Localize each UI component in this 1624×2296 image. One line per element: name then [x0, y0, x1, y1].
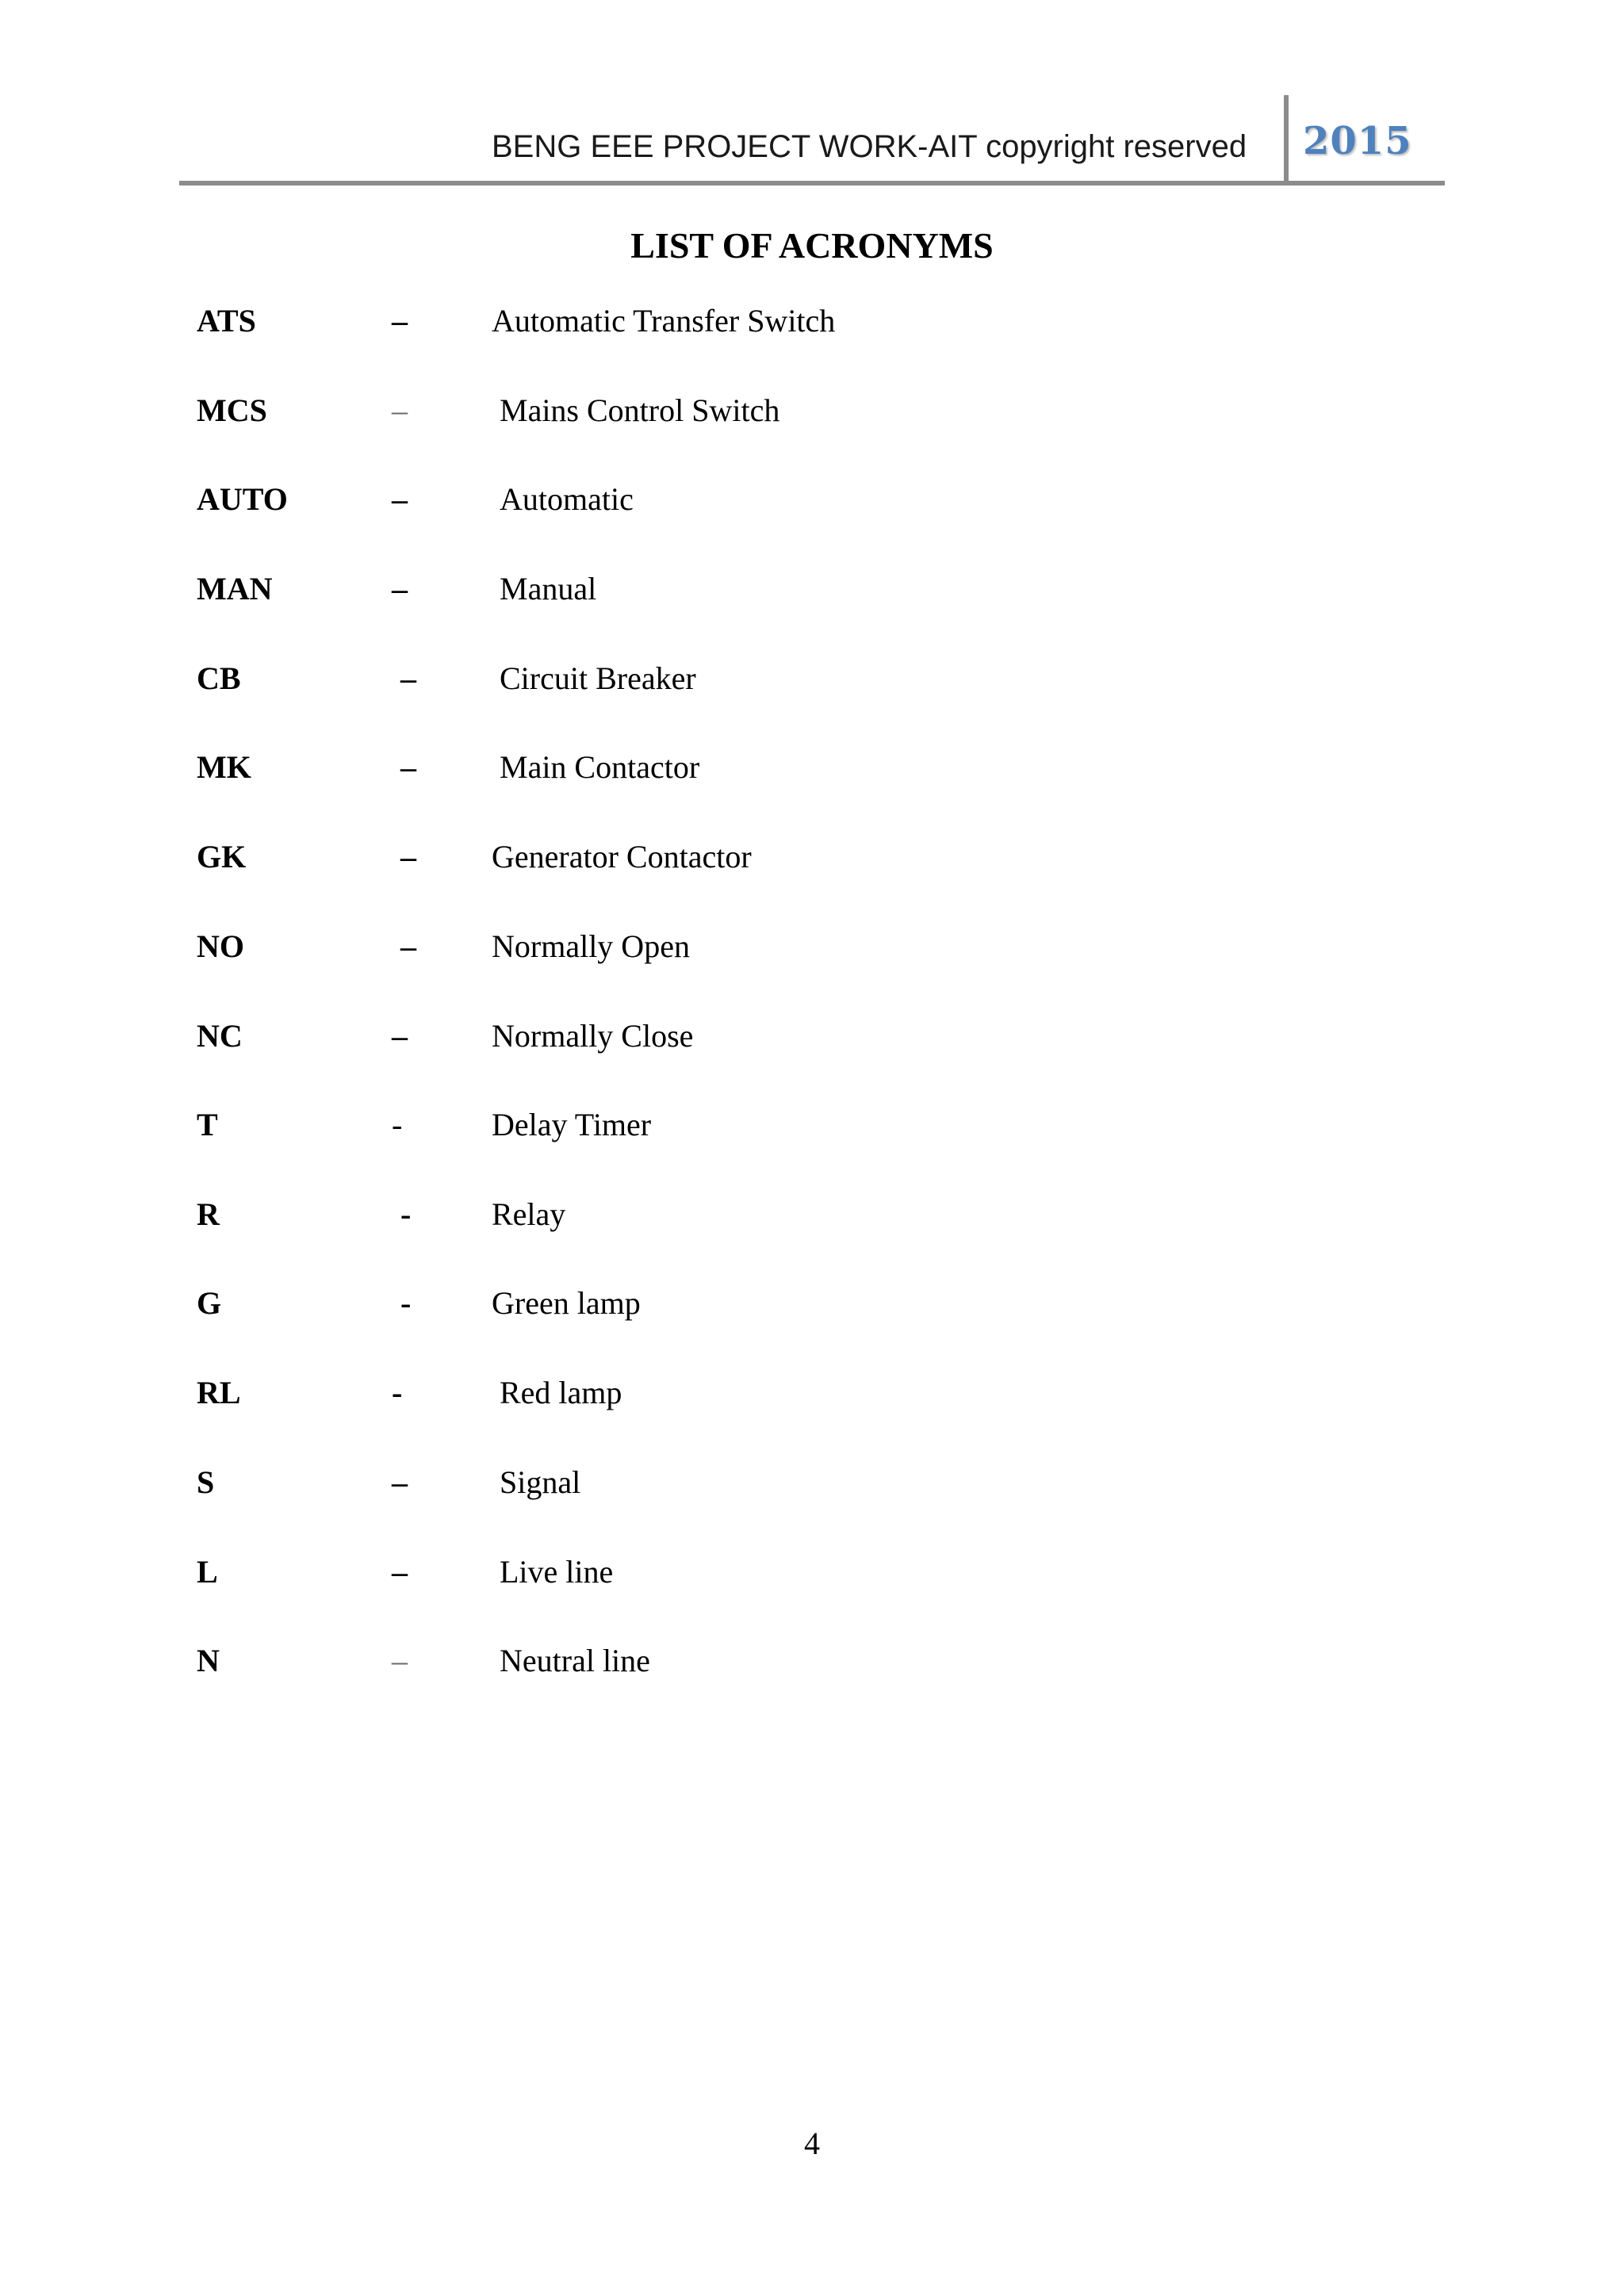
acronym-row: [0, 1369, 1624, 1417]
page-title: LIST OF ACRONYMS: [630, 225, 994, 266]
acronym-term: NO: [197, 928, 244, 964]
acronym-definition: Mains Control Switch: [500, 392, 780, 428]
acronym-row: [0, 476, 1624, 523]
acronym-definition: Red lamp: [500, 1375, 622, 1410]
acronym-term: MCS: [197, 392, 267, 428]
acronym-row: [0, 923, 1624, 970]
acronym-separator: -: [392, 1107, 403, 1142]
acronym-row: [0, 1280, 1624, 1327]
acronym-definition: Neutral line: [500, 1643, 650, 1678]
acronym-separator: -: [400, 1285, 412, 1321]
acronym-separator: –: [392, 1464, 408, 1500]
acronym-separator: –: [392, 1554, 408, 1590]
acronym-separator: –: [392, 392, 408, 428]
acronym-separator: –: [392, 303, 408, 339]
acronym-definition: Normally Close: [492, 1018, 694, 1054]
acronym-row: [0, 655, 1624, 702]
acronym-row: [0, 1012, 1624, 1060]
acronym-row: [0, 297, 1624, 345]
acronym-term: MAN: [197, 571, 273, 607]
acronym-separator: -: [400, 1196, 412, 1232]
acronym-definition: Relay: [492, 1196, 566, 1232]
acronym-separator: –: [392, 1643, 408, 1678]
header-title: BENG EEE PROJECT WORK-AIT copyright reserved: [492, 129, 1247, 164]
acronym-separator: –: [392, 571, 408, 607]
acronym-definition: Main Contactor: [500, 749, 700, 785]
acronym-term: N: [197, 1643, 220, 1678]
acronym-row: [0, 565, 1624, 613]
acronym-term: R: [197, 1196, 220, 1232]
acronym-definition: Automatic: [500, 481, 634, 517]
header-rule: [179, 181, 1445, 186]
acronym-definition: Delay Timer: [492, 1107, 652, 1142]
acronym-definition: Live line: [500, 1554, 614, 1590]
acronym-term: GK: [197, 839, 247, 874]
header-divider: [1284, 95, 1289, 184]
acronym-term: AUTO: [197, 481, 288, 517]
acronym-definition: Automatic Transfer Switch: [492, 303, 836, 339]
acronym-term: S: [197, 1464, 215, 1500]
acronym-term: G: [197, 1285, 222, 1321]
acronym-row: [0, 1101, 1624, 1149]
acronym-row: [0, 833, 1624, 881]
acronym-definition: Signal: [500, 1464, 581, 1500]
acronym-term: ATS: [197, 303, 256, 339]
acronym-definition: Circuit Breaker: [500, 660, 696, 696]
acronym-row: [0, 1459, 1624, 1506]
acronym-term: CB: [197, 660, 241, 696]
acronym-definition: Generator Contactor: [492, 839, 752, 874]
page-number: 4: [804, 2126, 820, 2161]
acronym-separator: –: [392, 481, 408, 517]
acronym-definition: Manual: [500, 571, 597, 607]
acronym-term: L: [197, 1554, 218, 1590]
acronym-term: NC: [197, 1018, 243, 1054]
acronym-separator: –: [400, 660, 416, 696]
acronym-separator: –: [400, 749, 416, 785]
acronym-separator: -: [392, 1375, 403, 1410]
header-year: 2015: [1303, 119, 1412, 163]
acronym-row: [0, 1191, 1624, 1238]
acronym-definition: Green lamp: [492, 1285, 641, 1321]
acronym-row: [0, 1637, 1624, 1685]
acronym-row: [0, 744, 1624, 791]
acronym-term: RL: [197, 1375, 241, 1410]
acronym-term: T: [197, 1107, 218, 1142]
acronym-row: [0, 387, 1624, 434]
acronym-separator: –: [392, 1018, 408, 1054]
acronym-definition: Normally Open: [492, 928, 690, 964]
acronym-separator: –: [400, 839, 416, 874]
acronym-row: [0, 1548, 1624, 1596]
acronym-term: MK: [197, 749, 251, 785]
acronym-separator: –: [400, 928, 416, 964]
